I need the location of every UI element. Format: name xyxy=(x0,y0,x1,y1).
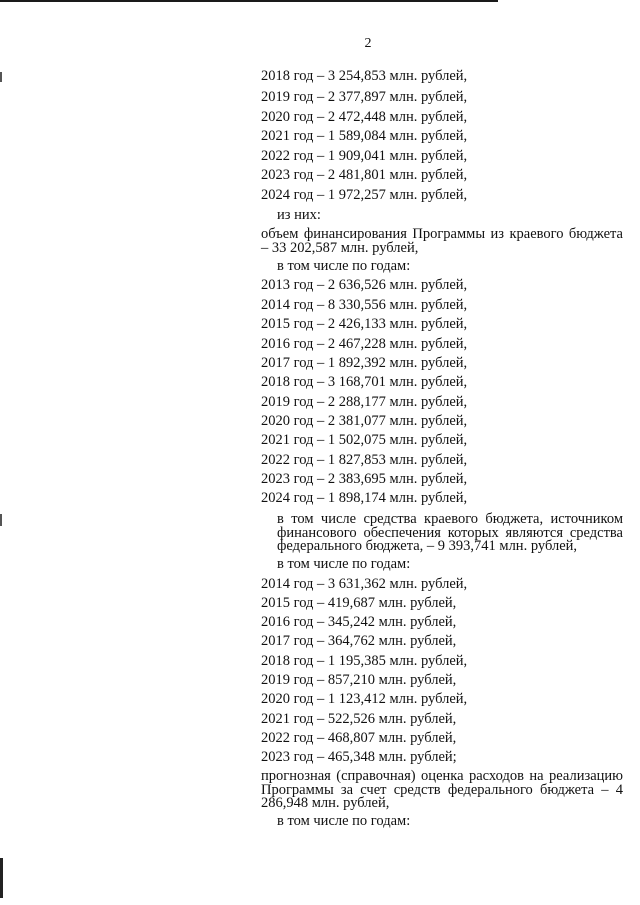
subheading-by-years: в том числе по годам: xyxy=(277,813,411,829)
year-line: 2018 год – 1 195,385 млн. рублей, xyxy=(261,653,468,669)
top-rule xyxy=(0,0,498,2)
year-line: 2014 год – 3 631,362 млн. рублей, xyxy=(261,576,468,592)
paragraph-federal-source: в том числе средства краевого бюджета, источником финансового обеспечения которых являются средства федерального бюджета, – 9 393,741 млн. рублей, xyxy=(277,511,623,554)
year-line: 2020 год – 1 123,412 млн. рублей, xyxy=(261,691,468,707)
year-line: 2021 год – 1 589,084 млн. рублей, xyxy=(261,128,468,144)
subheading-iz-nih: из них: xyxy=(277,207,321,223)
year-line: 2022 год – 1 827,853 млн. рублей, xyxy=(261,452,468,468)
year-line: 2016 год – 2 467,228 млн. рублей, xyxy=(261,336,468,352)
year-line: 2024 год – 1 972,257 млн. рублей, xyxy=(261,187,468,203)
margin-mark xyxy=(0,514,2,526)
year-line: 2024 год – 1 898,174 млн. рублей, xyxy=(261,490,468,506)
paragraph-forecast: прогнозная (справочная) оценка расходов на реализацию Программы за счет средств федерального бюджета – 4 286,948 млн. рублей, xyxy=(261,768,623,811)
year-line: 2017 год – 1 892,392 млн. рублей, xyxy=(261,355,468,371)
year-line: 2023 год – 2 481,801 млн. рублей, xyxy=(261,167,468,183)
year-line: 2020 год – 2 472,448 млн. рублей, xyxy=(261,109,468,125)
year-line: 2015 год – 2 426,133 млн. рублей, xyxy=(261,316,468,332)
year-line: 2017 год – 364,762 млн. рублей, xyxy=(261,633,457,649)
subheading-by-years: в том числе по годам: xyxy=(277,556,411,572)
year-line: 2023 год – 465,348 млн. рублей; xyxy=(261,749,457,765)
year-line: 2014 год – 8 330,556 млн. рублей, xyxy=(261,297,468,313)
margin-mark xyxy=(0,72,2,82)
year-line: 2019 год – 857,210 млн. рублей, xyxy=(261,672,457,688)
year-line: 2021 год – 522,526 млн. рублей, xyxy=(261,711,457,727)
year-line: 2021 год – 1 502,075 млн. рублей, xyxy=(261,432,468,448)
paragraph-regional-budget: объем финансирования Программы из краевого бюджета – 33 202,587 млн. рублей, xyxy=(261,226,623,256)
year-line: 2016 год – 345,242 млн. рублей, xyxy=(261,614,457,630)
year-line: 2022 год – 1 909,041 млн. рублей, xyxy=(261,148,468,164)
year-line: 2019 год – 2 288,177 млн. рублей, xyxy=(261,394,468,410)
page-number: 2 xyxy=(364,36,372,51)
year-line: 2020 год – 2 381,077 млн. рублей, xyxy=(261,413,468,429)
year-line: 2018 год – 3 168,701 млн. рублей, xyxy=(261,374,468,390)
year-line: 2019 год – 2 377,897 млн. рублей, xyxy=(261,89,468,105)
year-line: 2015 год – 419,687 млн. рублей, xyxy=(261,595,457,611)
year-line: 2023 год – 2 383,695 млн. рублей, xyxy=(261,471,468,487)
margin-mark xyxy=(0,858,3,898)
year-line: 2018 год – 3 254,853 млн. рублей, xyxy=(261,68,468,84)
year-line: 2013 год – 2 636,526 млн. рублей, xyxy=(261,277,468,293)
subheading-by-years: в том числе по годам: xyxy=(277,258,411,274)
year-line: 2022 год – 468,807 млн. рублей, xyxy=(261,730,457,746)
